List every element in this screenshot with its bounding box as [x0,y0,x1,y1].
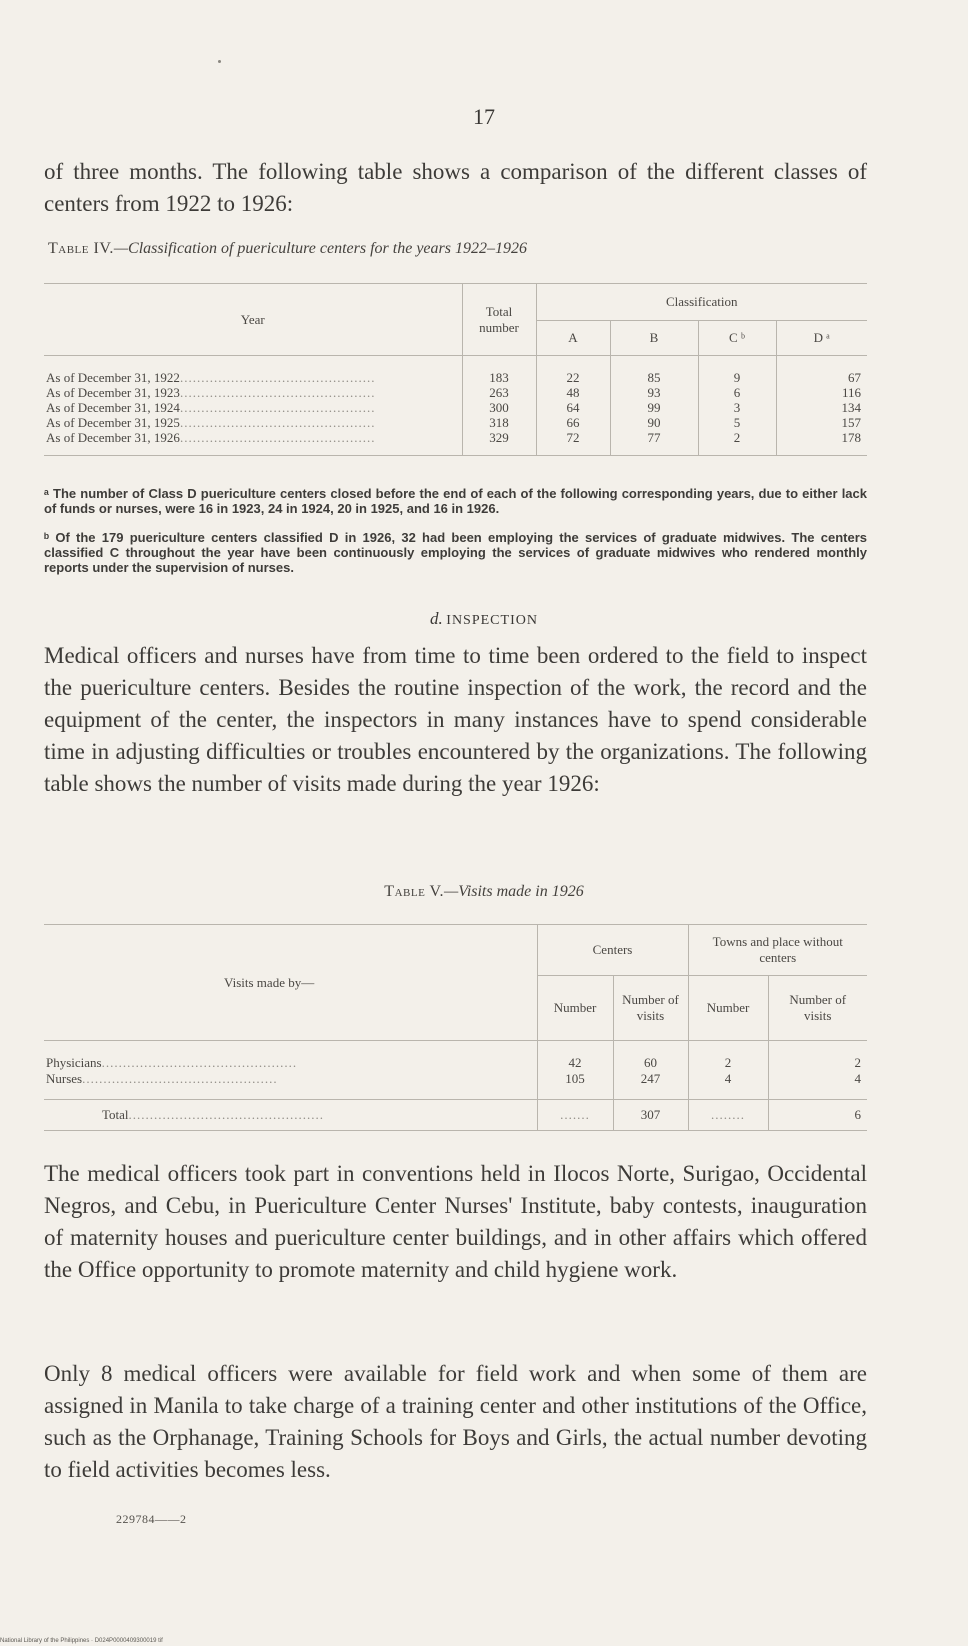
year-label: As of December 31, 1922 [46,370,180,385]
class-a-cell: 22 [536,356,610,386]
class-b-cell: 93 [610,385,698,400]
total-label-cell [44,1100,537,1131]
total-cell: 263 [462,385,536,400]
dot-leader: .............................................. [101,1055,298,1070]
scan-attribution: National Library of the Philippines · D024P0000409300019 tif [0,1638,163,1644]
year-cell [44,415,462,430]
dot-leader: .............................................. [179,385,376,400]
total-row [44,1100,867,1131]
class-c-cell: 6 [698,385,776,400]
dot-leader: .............................................. [179,415,376,430]
class-b-cell: 77 [610,430,698,456]
table-v-label: Table V. [384,883,444,900]
year-cell [44,400,462,415]
year-label: As of December 31, 1926 [46,430,180,445]
header-classification: Classification [536,284,867,321]
officers-paragraph: Only 8 medical officers were available for field work and when some of them are assigned in Manila to take charge of a training center and other institutions of the Office, such as the Orphanage, Training Schools for Boys and Girls, the actual number devoting to field activities becomes less. [44,1361,867,1482]
towns-visits-cell: 4 [768,1071,867,1100]
total-cell: 183 [462,356,536,386]
towns-visits-total-cell: 6 [768,1100,867,1131]
header-total-number: Total number [462,284,536,356]
total-label: Total [102,1107,129,1122]
dot-leader: .............................................. [179,400,376,415]
row-label-cell [44,1041,537,1072]
header-towns-number: Number [688,976,768,1041]
table-v-title: —Visits made in 1926 [444,883,584,900]
header-class-c: C ᵇ [698,321,776,356]
dot-leader: .............................................. [128,1107,325,1122]
class-d-cell: 157 [776,415,867,430]
year-label: As of December 31, 1923 [46,385,180,400]
centers-number-cell: 42 [537,1041,613,1072]
year-cell [44,385,462,400]
table-v [44,924,867,1131]
dot-leader: .............................................. [179,370,376,385]
table-iv-header-row [44,284,867,321]
class-d-cell: 178 [776,430,867,456]
class-d-cell: 134 [776,400,867,415]
dot-leader: .............................................. [82,1071,278,1086]
table-iv-label: Table IV. [48,240,114,257]
year-cell [44,430,462,456]
table-row [44,400,867,415]
table-row [44,356,867,386]
table-row [44,430,867,456]
table-iv-caption [48,240,868,258]
class-c-cell: 5 [698,415,776,430]
table-row [44,1071,867,1100]
centers-visits-total-cell: 307 [613,1100,688,1131]
class-b-cell: 85 [610,356,698,386]
class-c-cell: 2 [698,430,776,456]
table-row [44,385,867,400]
header-centers: Centers [537,925,688,976]
scan-speck [218,60,221,63]
class-c-cell: 3 [698,400,776,415]
dot-leader: .............................................. [179,430,376,445]
header-centers-number: Number [537,976,613,1041]
header-centers-visits: Number of visits [613,976,688,1041]
year-cell [44,356,462,386]
header-class-d: D ᵃ [776,321,867,356]
towns-number-total-cell: ........ [688,1100,768,1131]
class-d-cell: 116 [776,385,867,400]
table-row [44,415,867,430]
footnote-b: ᵇ Of the 179 puericulture centers classified D in 1926, 32 had been employing the services of graduate midwives. The centers classified C throughout the year have been continuously employing the services of graduate midwives who rendered monthly reports under the supervision of nurses. [44,530,867,575]
centers-number-cell: 105 [537,1071,613,1100]
towns-visits-cell: 2 [768,1041,867,1072]
class-d-cell: 67 [776,356,867,386]
class-a-cell: 66 [536,415,610,430]
section-heading-inspection [0,609,968,629]
row-label-cell [44,1071,537,1100]
class-b-cell: 90 [610,415,698,430]
class-c-cell: 9 [698,356,776,386]
row-label: Physicians [46,1055,102,1070]
total-cell: 329 [462,430,536,456]
row-label: Nurses [46,1071,83,1086]
class-a-cell: 72 [536,430,610,456]
header-visits-made-by: Visits made by— [44,925,537,1041]
class-b-cell: 99 [610,400,698,415]
table-v-header-row [44,925,867,976]
header-towns-without-centers: Towns and place without centers [688,925,867,976]
centers-number-total-cell: ....... [537,1100,613,1131]
towns-number-cell: 4 [688,1071,768,1100]
header-towns-visits: Number of visits [768,976,867,1041]
year-label: As of December 31, 1925 [46,415,180,430]
print-code: 229784——2 [116,1512,187,1526]
inspection-paragraph: Medical officers and nurses have from time to time been ordered to the field to inspect the puericulture centers. Besides the routine inspection of the work, the record and the equipment of the center, the inspectors in many instances have to spend considerable time in adjusting difficulties or troubles encountered by the organizations. The following table shows the number of visits made during the year 1926: [44,643,867,796]
section-letter: d. [430,609,443,628]
table-row [44,1041,867,1072]
page-number: 17 [473,104,495,129]
header-year: Year [44,284,462,356]
section-title: INSPECTION [446,613,538,628]
intro-paragraph: of three months. The following table shows a comparison of the different classes of centers from 1922 to 1926: [44,159,867,216]
total-cell: 318 [462,415,536,430]
centers-visits-cell: 247 [613,1071,688,1100]
table-iv-title: —Classification of puericulture centers for the years 1922–1926 [113,240,527,257]
class-a-cell: 48 [536,385,610,400]
header-class-b: B [610,321,698,356]
header-class-a: A [536,321,610,356]
class-a-cell: 64 [536,400,610,415]
table-v-caption [0,883,968,901]
year-label: As of December 31, 1924 [46,400,180,415]
towns-number-cell: 2 [688,1041,768,1072]
total-cell: 300 [462,400,536,415]
table-iv [44,283,867,456]
centers-visits-cell: 60 [613,1041,688,1072]
footnote-a: ᵃ The number of Class D puericulture centers closed before the end of each of the following corresponding years, due to either lack of funds or nurses, were 16 in 1923, 24 in 1924, 20 in 1925, and 16 in 1926. [44,486,867,516]
conventions-paragraph: The medical officers took part in conventions held in Ilocos Norte, Surigao, Occidental Negros, and Cebu, in Puericulture Center Nurses' Institute, baby contests, inauguration of maternity houses and puericulture center buildings, and in other affairs which offered the Office opportunity to promote maternity and child hygiene work. [44,1161,867,1282]
